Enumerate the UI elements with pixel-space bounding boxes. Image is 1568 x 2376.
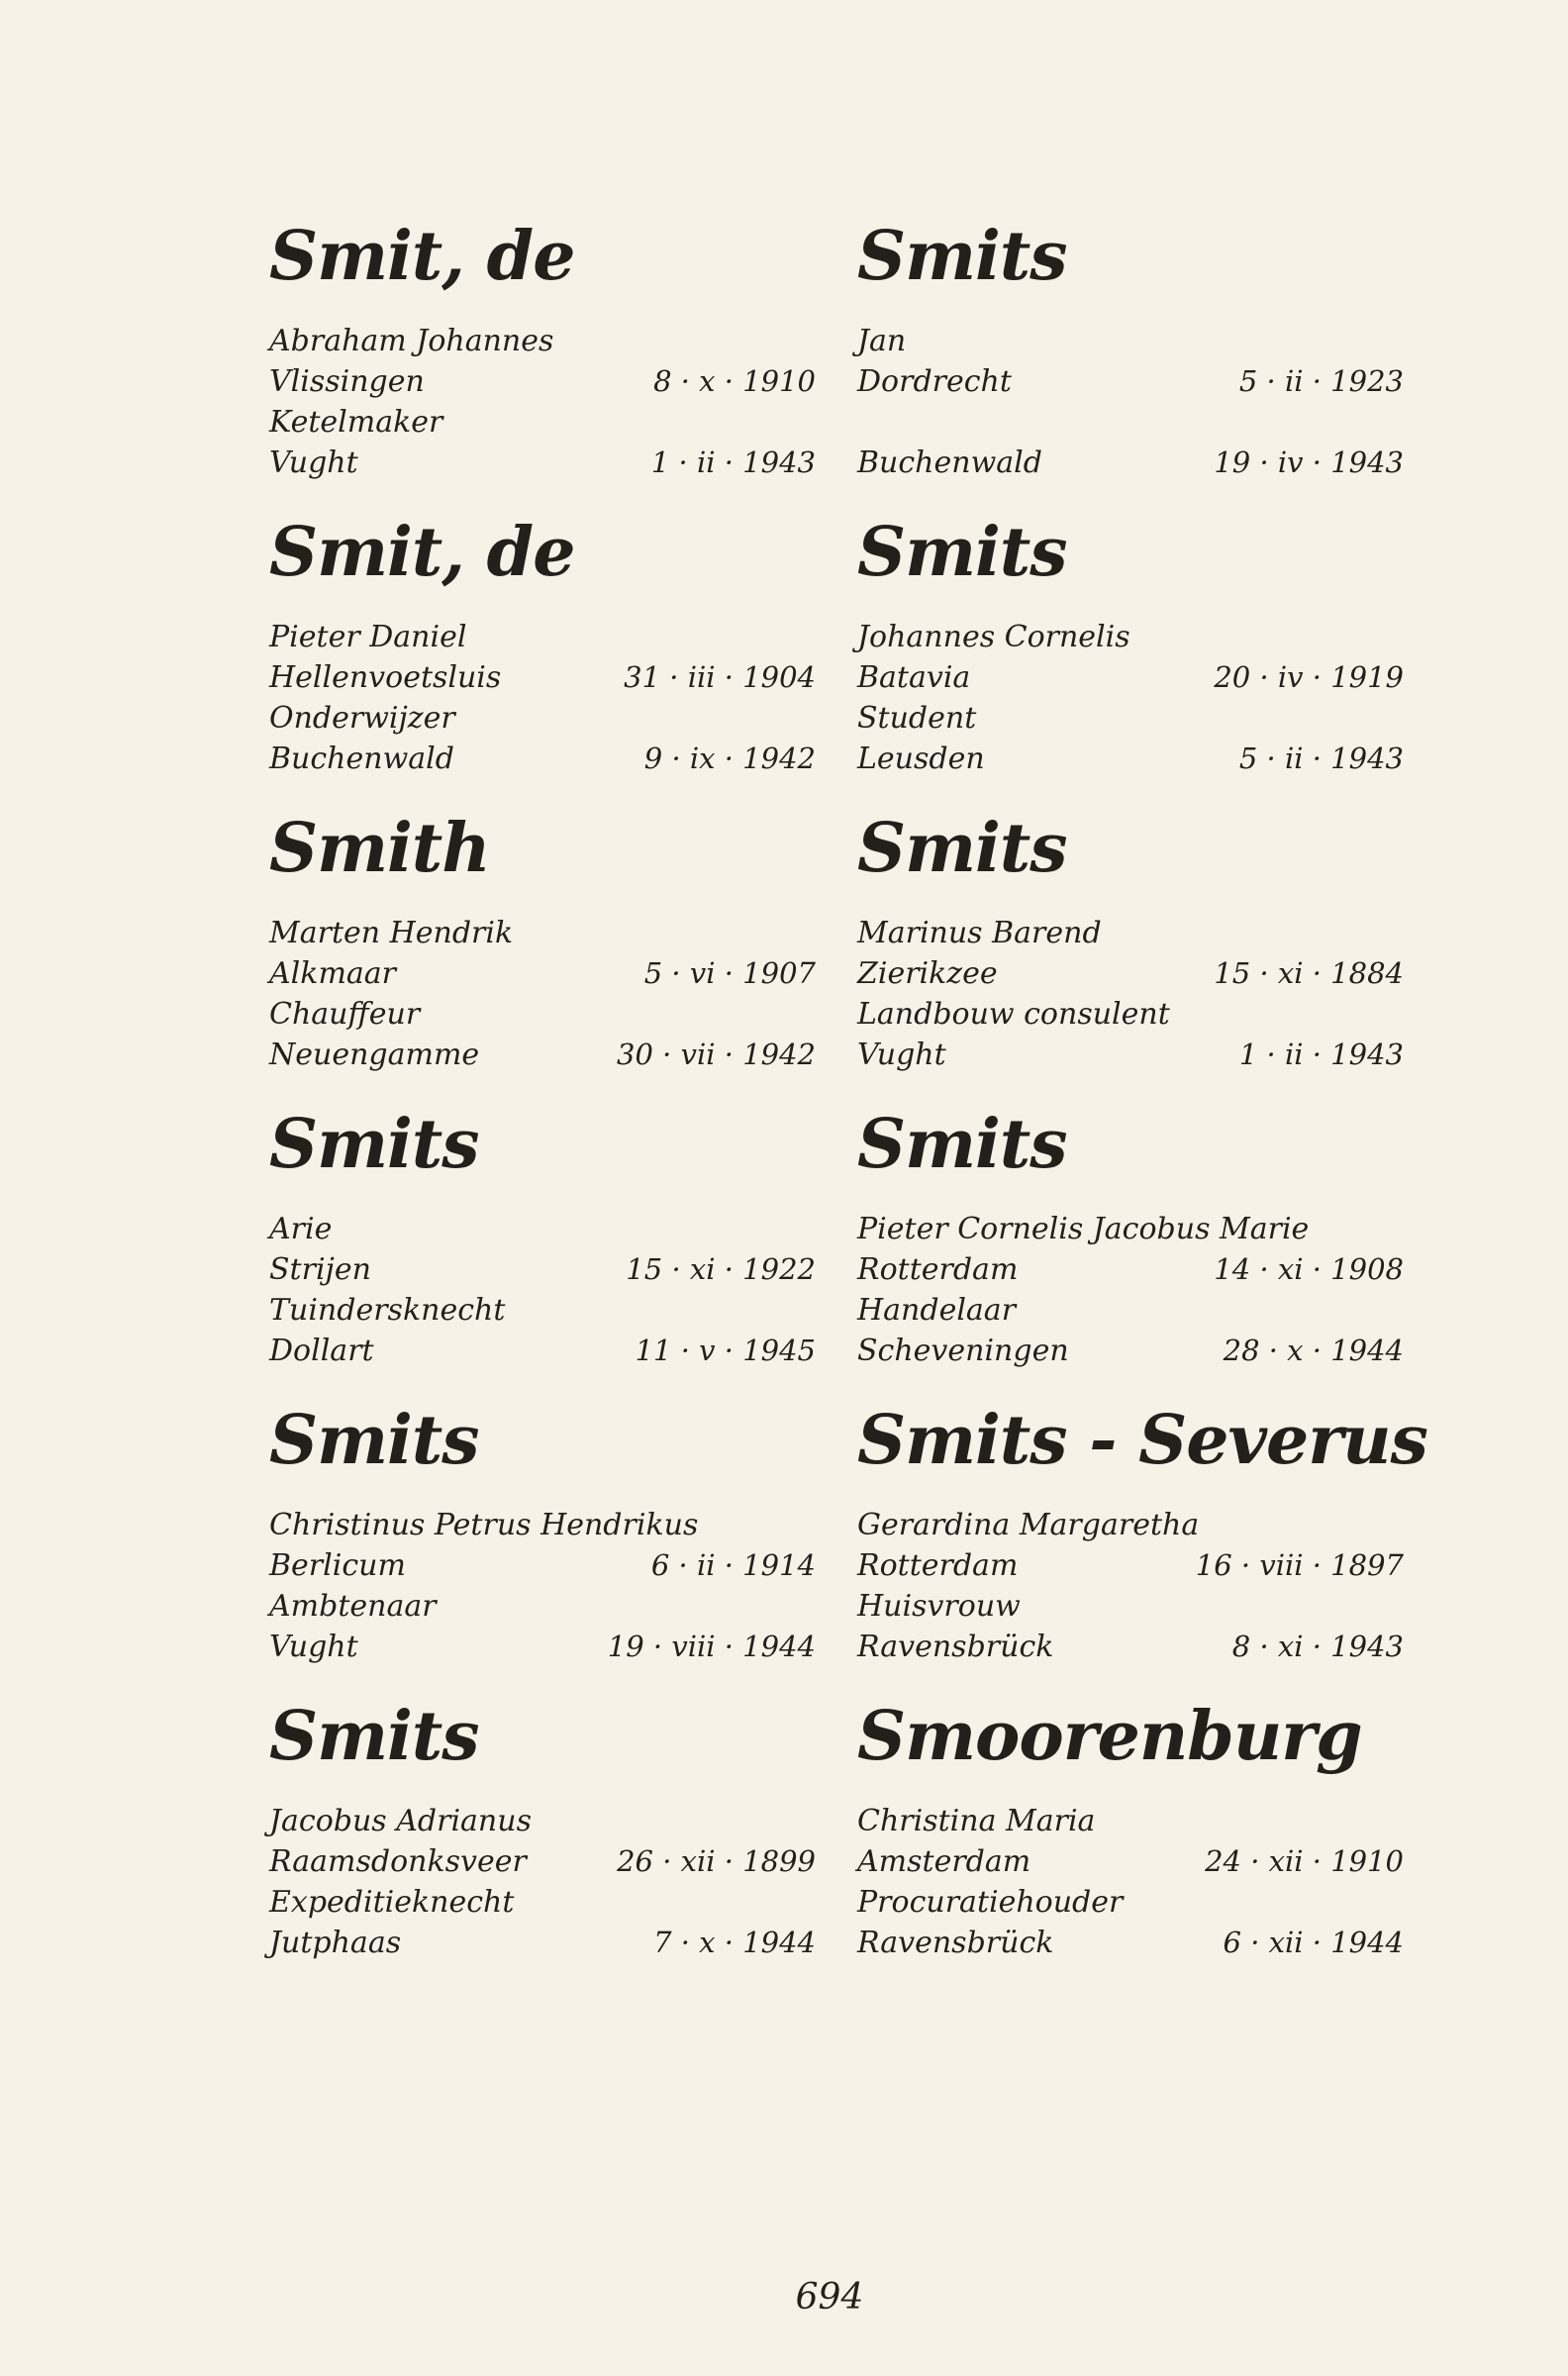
occupation: Tuindersknecht: [269, 1293, 506, 1328]
deathdate: 9 · ix · 1942: [643, 742, 816, 775]
deathdate: 5 · ii · 1943: [1238, 742, 1404, 775]
birthplace: Strijen: [269, 1252, 371, 1287]
surname-heading: Smits: [269, 1105, 479, 1184]
occupation: Ketelmaker: [269, 405, 443, 440]
birthdate: 8 · x · 1910: [653, 364, 816, 398]
death-line: [857, 1331, 1404, 1371]
birth-line: [269, 953, 816, 994]
surname-heading: Smit, de: [269, 513, 575, 592]
birthdate: 16 · viii · 1897: [1195, 1548, 1404, 1582]
memorial-entry: [857, 1396, 1427, 1692]
death-line: [269, 443, 816, 483]
given-names: Marinus Barend: [857, 916, 1102, 950]
surname-heading: Smits - Severus: [857, 1401, 1427, 1480]
given-names: Arie: [269, 1212, 333, 1246]
given-names: Abraham Johannes: [269, 324, 554, 358]
surname-heading: Smits: [857, 513, 1067, 592]
surname-heading: Smoorenburg: [857, 1697, 1362, 1776]
birth-line: [857, 1249, 1404, 1290]
birthplace: Berlicum: [269, 1548, 406, 1583]
birthplace: Amsterdam: [857, 1844, 1031, 1879]
birth-line: [269, 361, 816, 402]
deathplace: Ravensbrück: [857, 1926, 1054, 1960]
birthplace: Rotterdam: [857, 1548, 1019, 1583]
death-line: [269, 1923, 816, 1963]
birthplace: Raamsdonksveer: [269, 1844, 527, 1879]
birthdate: 15 · xi · 1922: [626, 1252, 816, 1286]
birthdate: 6 · ii · 1914: [650, 1548, 816, 1582]
surname-heading: Smits: [857, 1105, 1067, 1184]
deathdate: 6 · xii · 1944: [1223, 1926, 1404, 1959]
birthplace: Vlissingen: [269, 364, 425, 399]
birth-line: [269, 1841, 816, 1882]
birthplace: Dordrecht: [857, 364, 1012, 399]
death-line: [857, 1923, 1404, 1963]
memorial-entry: [269, 212, 816, 508]
birthdate: 15 · xi · 1884: [1214, 956, 1404, 990]
memorial-entry: [269, 1396, 816, 1692]
birthplace: Hellenvoetsluis: [269, 660, 502, 695]
right-column: [857, 212, 1427, 1988]
given-names: Jacobus Adrianus: [269, 1804, 532, 1838]
birth-line: [857, 1545, 1404, 1586]
occupation: Chauffeur: [269, 997, 421, 1032]
memorial-entry: [269, 1692, 816, 1988]
deathdate: 30 · vii · 1942: [617, 1038, 816, 1071]
death-line: [269, 1627, 816, 1667]
death-line: [857, 739, 1404, 779]
deathplace: Jutphaas: [269, 1926, 402, 1960]
birthdate: 26 · xii · 1899: [617, 1844, 816, 1878]
surname-heading: Smits: [269, 1697, 479, 1776]
death-line: [269, 1331, 816, 1371]
birthplace: Zierikzee: [857, 956, 998, 991]
surname-heading: Smits: [857, 809, 1067, 888]
left-column: [269, 212, 816, 1988]
birthdate: 24 · xii · 1910: [1205, 1844, 1404, 1878]
given-names: Gerardina Margaretha: [857, 1508, 1200, 1542]
death-line: [269, 739, 816, 779]
occupation: Expeditieknecht: [269, 1885, 515, 1920]
birthdate: 14 · xi · 1908: [1214, 1252, 1404, 1286]
deathdate: 7 · x · 1944: [653, 1926, 816, 1959]
deathplace: Vught: [269, 446, 358, 480]
surname-heading: Smits: [857, 217, 1067, 296]
surname-heading: Smith: [269, 809, 490, 888]
given-names: Jan: [857, 324, 907, 358]
memorial-entry: [269, 508, 816, 804]
deathplace: Ravensbrück: [857, 1630, 1054, 1664]
birth-line: [857, 657, 1404, 698]
birthplace: Batavia: [857, 660, 971, 695]
deathplace: Vught: [857, 1038, 946, 1072]
occupation: Handelaar: [857, 1293, 1017, 1328]
deathplace: Vught: [269, 1630, 358, 1664]
birth-line: [269, 1249, 816, 1290]
death-line: [269, 1035, 816, 1075]
birthplace: Rotterdam: [857, 1252, 1019, 1287]
occupation: Student: [857, 701, 977, 736]
death-line: [857, 1627, 1404, 1667]
deathdate: 8 · xi · 1943: [1231, 1630, 1404, 1663]
memorial-entry: [857, 1692, 1404, 1988]
deathplace: Buchenwald: [857, 446, 1042, 480]
birth-line: [269, 1545, 816, 1586]
deathplace: Dollart: [269, 1334, 374, 1368]
memorial-entry: [269, 1100, 816, 1396]
given-names: Pieter Cornelis Jacobus Marie: [857, 1212, 1310, 1246]
given-names: Pieter Daniel: [269, 620, 467, 654]
death-line: [857, 443, 1404, 483]
deathplace: Buchenwald: [269, 742, 454, 776]
deathplace: Leusden: [857, 742, 985, 776]
birth-line: [857, 1841, 1404, 1882]
birthplace: Alkmaar: [269, 956, 396, 991]
birthdate: 20 · iv · 1919: [1214, 660, 1404, 694]
given-names: Christina Maria: [857, 1804, 1096, 1838]
birth-line: [269, 657, 816, 698]
deathdate: 1 · ii · 1943: [1238, 1038, 1404, 1071]
birthdate: 5 · ii · 1923: [1238, 364, 1404, 398]
deathplace: Scheveningen: [857, 1334, 1069, 1368]
deathdate: 28 · x · 1944: [1223, 1334, 1404, 1367]
deathdate: 1 · ii · 1943: [650, 446, 816, 479]
page-number: 694: [795, 2277, 864, 2318]
occupation: Procuratiehouder: [857, 1885, 1124, 1920]
deathplace: Neuengamme: [269, 1038, 480, 1072]
memorial-entry: [857, 212, 1404, 508]
occupation: [857, 402, 1404, 443]
memorial-entry: [857, 804, 1404, 1100]
birthdate: 5 · vi · 1907: [643, 956, 816, 990]
occupation: Landbouw consulent: [857, 997, 1170, 1032]
occupation: Onderwijzer: [269, 701, 455, 736]
given-names: Christinus Petrus Hendrikus: [269, 1508, 699, 1542]
occupation: Huisvrouw: [857, 1589, 1021, 1624]
birthdate: 31 · iii · 1904: [624, 660, 816, 694]
birth-line: [857, 361, 1404, 402]
given-names: Marten Hendrik: [269, 916, 514, 950]
memorial-entry: [857, 508, 1404, 804]
birth-line: [857, 953, 1404, 994]
surname-heading: Smit, de: [269, 217, 575, 296]
surname-heading: Smits: [269, 1401, 479, 1480]
deathdate: 19 · iv · 1943: [1214, 446, 1404, 479]
memorial-entry: [857, 1100, 1404, 1396]
memorial-entry: [269, 804, 816, 1100]
deathdate: 19 · viii · 1944: [607, 1630, 816, 1663]
deathdate: 11 · v · 1945: [635, 1334, 816, 1367]
given-names: Johannes Cornelis: [857, 620, 1130, 654]
occupation: Ambtenaar: [269, 1589, 437, 1624]
death-line: [857, 1035, 1404, 1075]
